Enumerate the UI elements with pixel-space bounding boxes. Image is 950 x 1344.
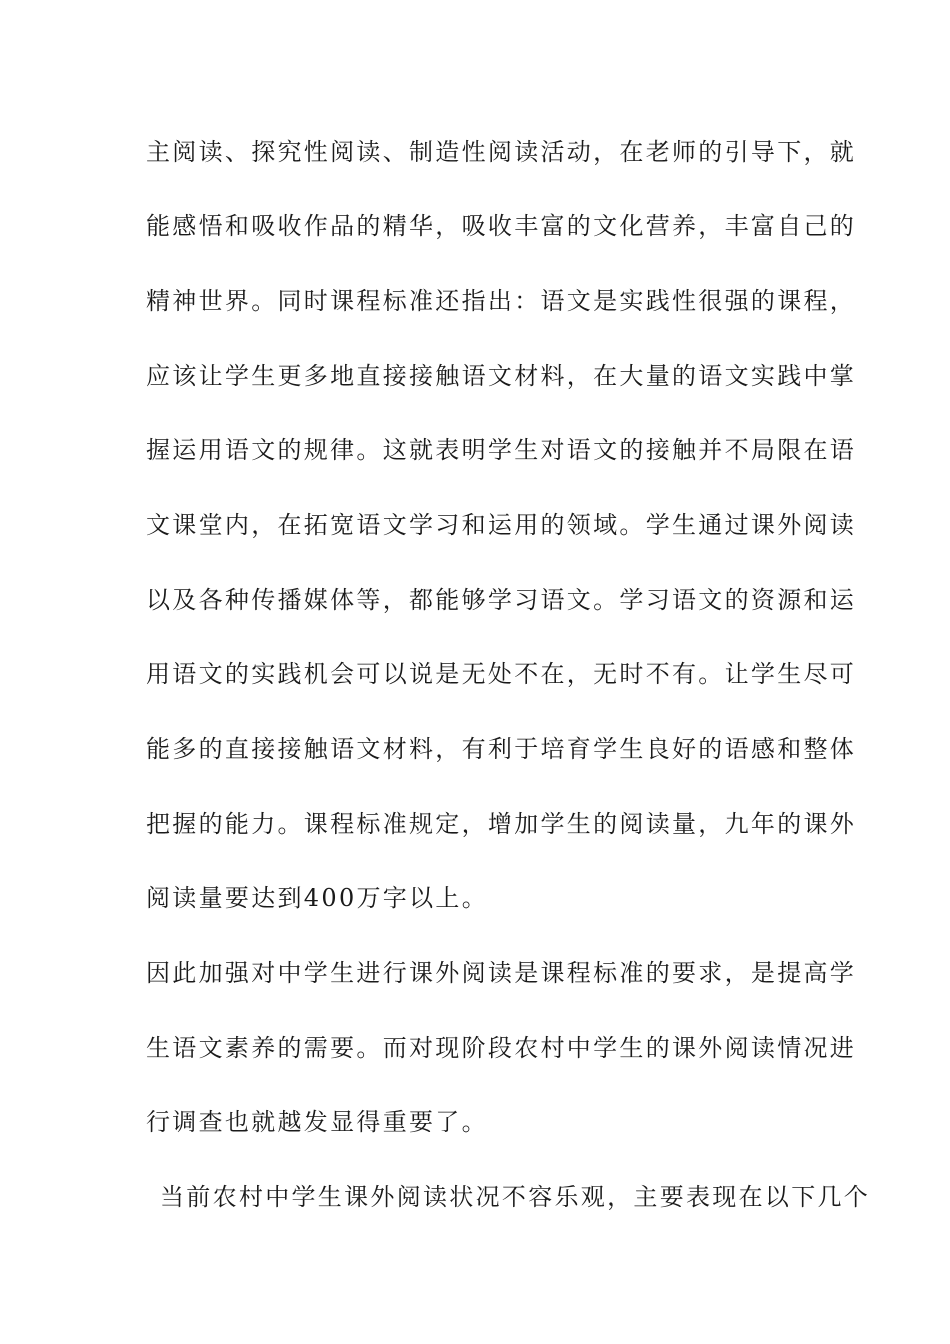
text-line: 把握的能力。课程标准规定，增加学生的阅读量，九年的课外 xyxy=(146,810,857,838)
text-line: 行调查也就越发显得重要了。 xyxy=(146,1108,488,1136)
text-line: 能感悟和吸收作品的精华，吸收丰富的文化营养，丰富自己的 xyxy=(146,212,857,240)
text-line: 当前农村中学生课外阅读状况不容乐观，主要表现在以下几个 xyxy=(160,1183,871,1211)
text-line: 因此加强对中学生进行课外阅读是课程标准的要求，是提高学 xyxy=(146,959,857,987)
text-line: 文课堂内，在拓宽语文学习和运用的领域。学生通过课外阅读 xyxy=(146,511,857,539)
text-line: 握运用语文的规律。这就表明学生对语文的接触并不局限在语 xyxy=(146,436,857,464)
text-line: 主阅读、探究性阅读、制造性阅读活动，在老师的引导下，就 xyxy=(146,138,857,166)
text-line: 能多的直接接触语文材料，有利于培育学生良好的语感和整体 xyxy=(146,735,857,763)
text-line: 精神世界。同时课程标准还指出：语文是实践性很强的课程， xyxy=(146,287,857,315)
text-line: 阅读量要达到400万字以上。 xyxy=(146,884,489,912)
text-line: 应该让学生更多地直接接触语文材料，在大量的语文实践中掌 xyxy=(146,362,857,390)
text-line: 生语文素养的需要。而对现阶段农村中学生的课外阅读情况进 xyxy=(146,1034,857,1062)
text-line: 用语文的实践机会可以说是无处不在，无时不有。让学生尽可 xyxy=(146,660,857,688)
text-line: 以及各种传播媒体等，都能够学习语文。学习语文的资源和运 xyxy=(146,586,857,614)
